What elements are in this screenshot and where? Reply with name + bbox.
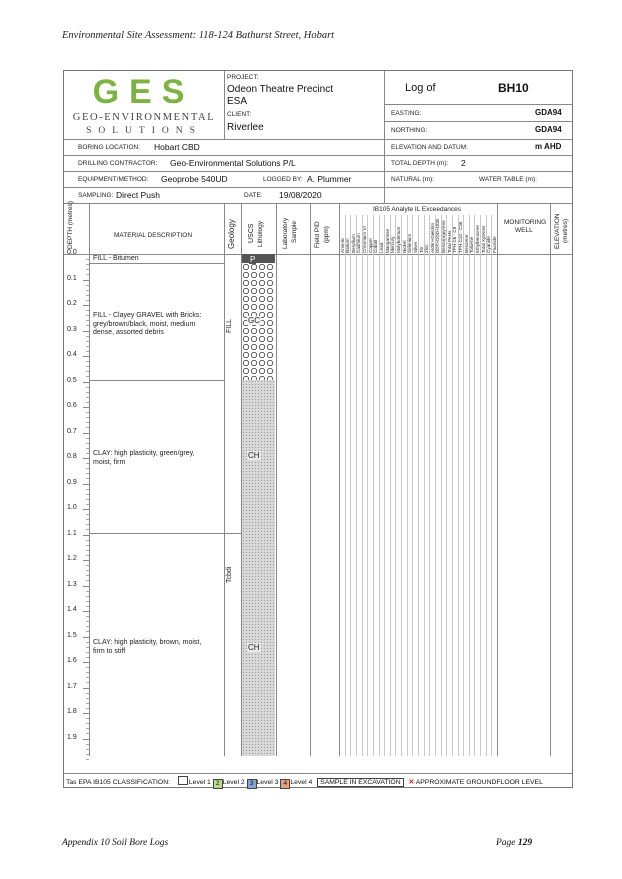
analyte-label: Benzo(a)pyrene — [441, 220, 447, 253]
legend-level-2-num: 2 — [215, 780, 220, 787]
depth-minor-tick — [86, 723, 89, 724]
analyte-label: TPH C6 - C9 — [452, 226, 458, 253]
analyte-column-line — [446, 215, 447, 756]
depth-tick-label: 0.9 — [67, 478, 77, 486]
footer-page-label: Page — [496, 838, 516, 848]
depth-tick — [83, 662, 89, 663]
depth-tick-label: 1.6 — [67, 657, 77, 664]
drilling-contractor-value: Geo-Environmental Solutions P/L — [170, 158, 296, 168]
bore-log-sheet — [63, 70, 573, 788]
depth-tick — [83, 535, 89, 536]
depth-minor-tick — [86, 494, 89, 495]
depth-minor-tick — [86, 325, 89, 326]
analyte-column-line — [367, 215, 368, 756]
depth-tick — [83, 688, 89, 689]
depth-minor-tick — [86, 361, 89, 362]
analyte-column-line — [407, 215, 408, 756]
depth-minor-tick — [86, 366, 89, 367]
depth-tick — [83, 382, 89, 383]
depth-minor-tick — [86, 754, 89, 755]
analyte-label: Toluene — [469, 236, 475, 253]
depth-minor-tick — [86, 259, 89, 260]
logged-by-label: LOGGED BY: — [263, 176, 303, 183]
depth-minor-tick — [86, 682, 89, 683]
depth-minor-tick — [86, 580, 89, 581]
analyte-label: Total PAHs — [446, 230, 452, 253]
analyte-column-line — [452, 215, 453, 756]
depth-minor-tick — [86, 529, 89, 530]
depth-minor-tick — [86, 524, 89, 525]
analyte-column-line — [424, 215, 425, 756]
legend-level-4: Level 4 — [290, 779, 313, 786]
footer-left: Appendix 10 Soil Bore Logs — [62, 838, 169, 848]
analyte-label: DDT+DDD+DDE — [435, 218, 441, 253]
layer-description-gravel-3: dense, assorted debris — [93, 329, 164, 336]
depth-minor-tick — [86, 550, 89, 551]
depth-minor-tick — [86, 315, 89, 316]
depth-minor-tick — [86, 657, 89, 658]
analyte-column-line — [486, 215, 487, 756]
analyte-column-line — [350, 215, 351, 756]
depth-minor-tick — [86, 596, 89, 597]
uscs-symbol-gc: GC — [248, 316, 260, 325]
depth-minor-tick — [86, 468, 89, 469]
depth-minor-tick — [86, 351, 89, 352]
depth-minor-tick — [86, 295, 89, 296]
depth-minor-tick — [86, 718, 89, 719]
analyte-label: Mercury — [390, 236, 396, 253]
depth-tick-label: 1.0 — [67, 504, 77, 511]
analyte-label: Fluoride — [491, 236, 497, 253]
date-label: DATE: — [244, 192, 263, 199]
depth-minor-tick — [86, 728, 89, 729]
total-depth-label: TOTAL DEPTH (m): — [391, 160, 449, 167]
depth-minor-tick — [86, 392, 89, 393]
analyte-label: Manganese — [384, 228, 390, 253]
elevation-value: m AHD — [535, 142, 562, 151]
cross-icon: ✕ — [408, 779, 415, 786]
analyte-column-line — [435, 215, 436, 756]
col-pid-unit: (ppm) — [323, 226, 330, 243]
analyte-label: Arsenic — [339, 237, 345, 253]
analyte-column-line — [412, 215, 413, 756]
analyte-column-line — [390, 215, 391, 756]
analyte-label: Cadmium — [356, 233, 362, 253]
depth-minor-tick — [86, 320, 89, 321]
analyte-label: Nickel — [401, 240, 407, 253]
depth-minor-tick — [86, 677, 89, 678]
depth-tick-label: 0.1 — [67, 274, 77, 282]
col-lithology-header: Lithology — [257, 220, 264, 247]
lithology-bitumen — [242, 254, 275, 263]
legend-level-3: Level 3 — [256, 779, 279, 786]
depth-minor-tick — [86, 606, 89, 607]
analyte-label: Tin — [418, 246, 424, 253]
log-of-label: Log of — [405, 82, 436, 94]
client-label: CLIENT: — [227, 111, 252, 118]
depth-minor-tick — [86, 438, 89, 439]
depth-minor-tick — [86, 341, 89, 342]
footer-page — [496, 838, 532, 848]
legend-level-2-swatch — [213, 779, 223, 789]
depth-tick-label: 1.3 — [67, 580, 77, 588]
depth-minor-tick — [86, 759, 89, 760]
water-table-label: WATER TABLE (m): — [479, 176, 537, 183]
analyte-label: Aldrin+Dieldrin — [429, 222, 435, 253]
depth-tick-label: 1.5 — [67, 631, 77, 639]
depth-tick — [83, 586, 89, 587]
sampling-value: Direct Push — [116, 190, 160, 200]
lithology-clay — [242, 380, 275, 756]
depth-tick-label: 1.1 — [67, 529, 77, 537]
analyte-label: Molybdenum — [395, 226, 401, 253]
depth-minor-tick — [86, 310, 89, 311]
analyte-column-line — [463, 215, 464, 756]
depth-minor-tick — [86, 672, 89, 673]
depth-tick-label: 1.4 — [67, 606, 77, 613]
depth-minor-tick — [86, 540, 89, 541]
depth-minor-tick — [86, 504, 89, 505]
uscs-symbol-p: P — [250, 255, 256, 264]
analyte-label: Zinc — [424, 244, 430, 253]
col-material-header: MATERIAL DESCRIPTION — [114, 232, 193, 239]
total-depth-value: 2 — [461, 158, 466, 168]
legend-level-4-num: 4 — [283, 780, 288, 787]
layer-description-gravel-2: grey/brown/black, moist, medium — [93, 320, 196, 328]
depth-tick — [83, 254, 89, 255]
depth-minor-tick — [86, 412, 89, 413]
legend-level-3-num: 3 — [249, 780, 254, 787]
analyte-label: Lead — [379, 242, 384, 253]
analyte-label: Selenium — [407, 233, 413, 253]
geology-unit-tcbdi: Tcbdi — [226, 566, 233, 583]
easting-label: EASTING: — [391, 110, 422, 117]
depth-tick-label: 0.5 — [67, 376, 77, 384]
col-well-header: MONITORING — [504, 219, 547, 226]
depth-minor-tick — [86, 489, 89, 490]
analyte-column-line — [480, 215, 481, 756]
depth-tick-label: 0.7 — [67, 427, 77, 435]
natural-label: NATURAL (m): — [391, 176, 434, 183]
equipment-value: Geoprobe 540UD — [161, 174, 228, 184]
depth-minor-tick — [86, 642, 89, 643]
legend-level-1: Level 1 — [188, 779, 211, 786]
equipment-label: EQUIPMENT/METHOD: — [78, 176, 149, 183]
project-name-line-1: Odeon Theatre Precinct — [227, 84, 333, 95]
company-logo — [64, 71, 224, 139]
classification-legend — [66, 776, 571, 787]
col-analyte-header: IB105 Analyte IL Exceedances — [373, 206, 461, 213]
depth-minor-tick — [86, 346, 89, 347]
depth-minor-tick — [86, 575, 89, 576]
depth-minor-tick — [86, 300, 89, 301]
analyte-column-line — [418, 215, 419, 756]
depth-minor-tick — [86, 269, 89, 270]
depth-minor-tick — [86, 565, 89, 566]
analyte-column-line — [441, 215, 442, 756]
logo-mark: GES — [92, 73, 195, 111]
depth-minor-tick — [86, 448, 89, 449]
uscs-symbol-ch-2: CH — [248, 643, 260, 652]
depth-minor-tick — [86, 647, 89, 648]
drilling-contractor-label: DRILLING CONTRACTOR: — [78, 160, 158, 167]
uscs-symbol-ch-1: CH — [248, 451, 260, 460]
analyte-column-line — [401, 215, 402, 756]
depth-minor-tick — [86, 422, 89, 423]
depth-tick — [83, 407, 89, 408]
depth-minor-tick — [86, 652, 89, 653]
depth-minor-tick — [86, 667, 89, 668]
depth-minor-tick — [86, 733, 89, 734]
analyte-column-line — [379, 215, 380, 756]
depth-minor-tick — [86, 570, 89, 571]
legend-level-2: Level 2 — [222, 779, 245, 786]
borehole-id: BH10 — [498, 81, 529, 95]
depth-tick — [83, 611, 89, 612]
depth-minor-tick — [86, 601, 89, 602]
col-lab-header: Laboratory — [282, 217, 289, 249]
elevation-label: ELEVATION AND DATUM: — [391, 144, 468, 151]
depth-minor-tick — [86, 473, 89, 474]
boring-location-value: Hobart CBD — [154, 142, 200, 152]
col-elevation-header: ELEVATION — [554, 213, 561, 249]
legend-level-1-swatch — [178, 776, 188, 785]
project-name-line-2: ESA — [227, 96, 248, 107]
depth-minor-tick — [86, 631, 89, 632]
col-pid-header: Field PID — [314, 221, 321, 248]
depth-tick — [83, 305, 89, 306]
legend-level-3-swatch — [247, 779, 257, 789]
depth-minor-tick — [86, 402, 89, 403]
document-header: Environmental Site Assessment: 118-124 Bathurst Street, Hobart — [62, 30, 335, 41]
depth-tick-label: 0.4 — [67, 351, 77, 358]
depth-tick — [83, 484, 89, 485]
analyte-column-line — [474, 215, 475, 756]
depth-minor-tick — [86, 693, 89, 694]
northing-value: GDA94 — [535, 125, 562, 134]
layer-description-gravel-1: FILL - Clayey GRAVEL with Bricks: — [93, 312, 202, 319]
legend-groundfloor: APPROXIMATE GROUNDFLOOR LEVEL — [415, 779, 543, 786]
depth-tick-label: 0.0 — [67, 249, 77, 256]
depth-tick — [83, 560, 89, 561]
analyte-column-line — [469, 215, 470, 756]
depth-minor-tick — [86, 264, 89, 265]
layer-description-clay-1: CLAY: high plasticity, green/grey, — [93, 450, 195, 457]
analyte-column-line — [458, 215, 459, 756]
depth-minor-tick — [86, 555, 89, 556]
depth-tick-label: 0.8 — [67, 453, 77, 460]
layer-description-bitumen: FILL - Bitumen — [93, 255, 139, 262]
col-uscs-header: USCS — [248, 223, 255, 243]
analyte-column-line — [345, 215, 346, 756]
depth-tick-label: 0.6 — [67, 402, 77, 409]
analyte-label: Beryllium — [350, 234, 356, 253]
analyte-column-line — [373, 215, 374, 756]
analyte-label: TPH C10 - C36 — [458, 221, 463, 253]
legend-label: Tas EPA IB105 CLASSIFICATION: — [66, 779, 171, 786]
boring-location-label: BORING LOCATION: — [78, 144, 140, 151]
depth-minor-tick — [86, 427, 89, 428]
analyte-label: Copper — [367, 237, 373, 253]
sampling-label: SAMPLING: — [78, 192, 114, 199]
analyte-column-line — [362, 215, 363, 756]
depth-tick — [83, 637, 89, 638]
logo-line-2: SOLUTIONS — [86, 126, 202, 136]
analyte-label: Total Xylenes — [480, 225, 486, 253]
analyte-label: Cobalt — [373, 239, 379, 253]
depth-tick-label: 0.2 — [67, 300, 77, 307]
depth-minor-tick — [86, 519, 89, 520]
depth-minor-tick — [86, 376, 89, 377]
depth-tick — [83, 331, 89, 332]
depth-minor-tick — [86, 514, 89, 515]
depth-minor-tick — [86, 371, 89, 372]
col-well-header-2: WELL — [515, 227, 533, 234]
layer-description-clay-2b: firm to stiff — [93, 647, 126, 655]
depth-minor-tick — [86, 621, 89, 622]
depth-minor-tick — [86, 397, 89, 398]
depth-tick — [83, 433, 89, 434]
legend-excavation: SAMPLE IN EXCAVATION — [317, 778, 403, 787]
depth-minor-tick — [86, 749, 89, 750]
depth-tick — [83, 356, 89, 357]
depth-minor-tick — [86, 336, 89, 337]
depth-minor-tick — [86, 545, 89, 546]
depth-minor-tick — [86, 443, 89, 444]
geology-unit-fill: FILL — [226, 318, 233, 333]
depth-minor-tick — [86, 285, 89, 286]
depth-minor-tick — [86, 290, 89, 291]
col-depth-header: DEPTH (metres) — [67, 200, 74, 249]
northing-label: NORTHING: — [391, 127, 428, 134]
logo-line-1: GEO-ENVIRONMENTAL — [72, 112, 216, 123]
depth-tick — [83, 509, 89, 510]
depth-minor-tick — [86, 708, 89, 709]
depth-minor-tick — [86, 499, 89, 500]
analyte-column-line — [384, 215, 385, 756]
col-elevation-unit: (metres) — [562, 218, 569, 243]
legend-level-4-swatch — [280, 779, 290, 789]
layer-description-clay-1b: moist, firm — [93, 458, 126, 466]
depth-minor-tick — [86, 463, 89, 464]
depth-minor-tick — [86, 453, 89, 454]
analyte-column-line — [429, 215, 430, 756]
col-sample-header: Sample — [291, 220, 298, 243]
depth-minor-tick — [86, 417, 89, 418]
analyte-column-line — [491, 215, 492, 756]
date-value: 19/08/2020 — [279, 190, 322, 200]
depth-minor-tick — [86, 698, 89, 699]
depth-minor-tick — [86, 703, 89, 704]
depth-tick-label: 1.2 — [67, 555, 77, 562]
analyte-label: Barium — [345, 238, 351, 253]
depth-tick-label: 1.9 — [67, 733, 77, 741]
project-label: PROJECT: — [227, 74, 259, 81]
depth-minor-tick — [86, 616, 89, 617]
depth-tick — [83, 280, 89, 281]
footer-page-number: 129 — [517, 838, 533, 848]
logged-by-value: A. Plummer — [307, 174, 352, 184]
depth-minor-tick — [86, 591, 89, 592]
depth-minor-tick — [86, 744, 89, 745]
depth-minor-tick — [86, 387, 89, 388]
analyte-column-line — [356, 215, 357, 756]
analyte-label: Cyanide — [486, 236, 492, 253]
analyte-label: Silver — [412, 241, 418, 253]
easting-value: GDA94 — [535, 108, 562, 117]
col-geology-header: Geology — [227, 219, 236, 249]
depth-minor-tick — [86, 274, 89, 275]
depth-tick — [83, 739, 89, 740]
analyte-column-line — [395, 215, 396, 756]
depth-tick-label: 1.8 — [67, 708, 77, 715]
analyte-label: Benzene — [463, 234, 469, 253]
layer-description-clay-2: CLAY: high plasticity, brown, moist, — [93, 639, 202, 646]
analyte-label: Ethylbenzene — [474, 225, 480, 253]
depth-tick — [83, 713, 89, 714]
client-name: Riverlee — [227, 122, 264, 133]
analyte-label: Chromium VI — [362, 226, 368, 253]
depth-tick-label: 0.3 — [67, 325, 77, 333]
depth-tick-label: 1.7 — [67, 682, 77, 690]
depth-minor-tick — [86, 626, 89, 627]
depth-minor-tick — [86, 478, 89, 479]
depth-tick — [83, 458, 89, 459]
